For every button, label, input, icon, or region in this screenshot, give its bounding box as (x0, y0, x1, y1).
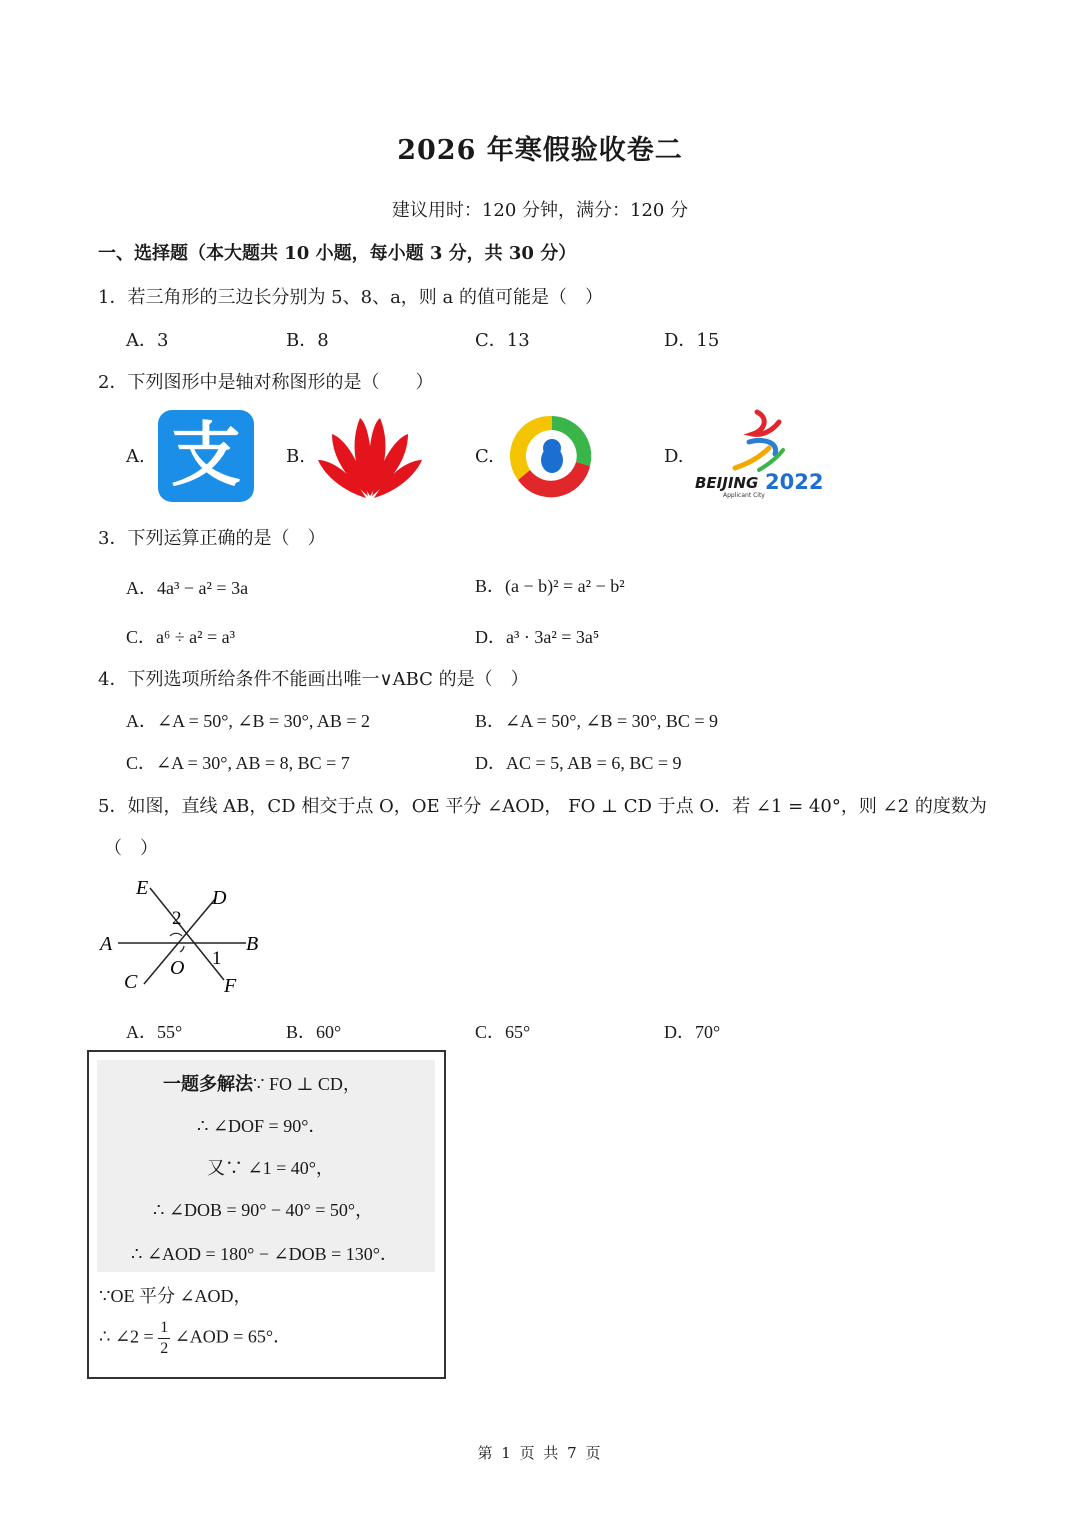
q1-option-b: B．8 (286, 330, 329, 351)
q4-option-c: C．∠A = 30°, AB = 8, BC = 7 (126, 753, 350, 773)
question-3-stem: 3．下列运算正确的是（ ） (98, 528, 326, 549)
q4-option-b: B．∠A = 50°, ∠B = 30°, BC = 9 (475, 711, 719, 731)
fraction-numerator: 1 (158, 1320, 170, 1339)
beijing-text: BEIJING (695, 474, 759, 492)
tencent-news-logo (504, 410, 600, 502)
label-f: F (224, 975, 237, 997)
page-footer: 第 1 页 共 7 页 (477, 1444, 603, 1462)
label-c: C (124, 971, 138, 993)
year-text: 2022 (765, 470, 824, 494)
question-4-stem: 4．下列选项所给条件不能画出唯一∨ABC 的是（ ） (98, 669, 529, 690)
solution-line-1-rest: ∵ FO ⊥ CD， (253, 1074, 361, 1094)
page-title: 2026 年寒假验收卷二 (397, 135, 683, 166)
q2-label-c: C. (475, 446, 494, 467)
huawei-logo (314, 412, 426, 498)
q2-label-a: A. (126, 446, 145, 467)
q5-option-b: B．60° (286, 1022, 342, 1042)
solution-line-2: ∴ ∠DOF = 90°． (197, 1116, 327, 1136)
exam-subtitle: 建议用时：120 分钟，满分：120 分 (391, 200, 689, 221)
alipay-logo (158, 410, 254, 502)
label-o: O (170, 957, 185, 979)
solution-box (87, 1050, 446, 1379)
question-1-stem: 1．若三角形的三边长分别为 5、8、a，则 a 的值可能是（ ） (98, 287, 603, 308)
q3-option-d: D．a³ · 3a² = 3a⁵ (475, 627, 600, 647)
q5-option-a: A．55° (126, 1022, 183, 1042)
label-angle-1: 1 (212, 948, 222, 969)
label-e: E (136, 877, 149, 899)
fraction-half (158, 1320, 170, 1357)
question-5-stem: 5．如图，直线 AB，CD 相交于点 O，OE 平分 ∠AOD， FO ⊥ CD 于点 O．若 ∠1 = 40°，则 ∠2 的度数为 (98, 796, 987, 817)
question-2-stem: 2．下列图形中是轴对称图形的是（ ） (98, 372, 434, 393)
ribbon-icon (729, 408, 799, 474)
solution-line-4: ∴ ∠DOB = 90° − 40° = 50°， (153, 1200, 374, 1220)
solution-line-6: ∵OE 平分 ∠AOD， (99, 1286, 252, 1306)
question-5-paren: （ ） (104, 838, 158, 859)
solution-line-5: ∴ ∠AOD = 180° − ∠DOB = 130°． (131, 1244, 398, 1264)
logo-glyph: 支 (171, 414, 241, 496)
q4-option-a: A．∠A = 50°, ∠B = 30°, AB = 2 (126, 711, 371, 731)
q1-option-d: D．15 (664, 330, 720, 351)
solution-line-7-post: ∠AOD = 65°． (174, 1326, 292, 1347)
q5-option-d: D．70° (664, 1022, 721, 1042)
caption-text: Applicant City (723, 492, 765, 499)
q2-label-b: B. (286, 446, 305, 467)
solution-line-7 (99, 1320, 291, 1357)
label-a: A (100, 933, 113, 955)
q4-option-d: D．AC = 5, AB = 6, BC = 9 (475, 753, 682, 773)
label-b: B (246, 933, 259, 955)
q3-option-a: A．4a³ − a² = 3a (126, 578, 249, 598)
label-angle-2: 2 (172, 908, 182, 929)
q1-option-c: C．13 (475, 330, 530, 351)
fraction-denominator: 2 (160, 1340, 169, 1357)
q5-option-c: C．65° (475, 1022, 531, 1042)
solution-line-1 (163, 1070, 361, 1096)
q3-option-b: B．(a − b)² = a² − b² (475, 576, 625, 596)
label-d: D (212, 887, 227, 909)
q2-label-d: D. (664, 446, 684, 467)
section-heading: 一、选择题（本大题共 10 小题，每小题 3 分，共 30 分） (98, 243, 577, 264)
solution-method-label: 一题多解法 (163, 1074, 253, 1095)
q3-option-c: C．a⁶ ÷ a² = a³ (126, 627, 236, 647)
geometry-figure (96, 874, 276, 998)
beijing-2022-logo (693, 408, 828, 504)
q1-option-a: A．3 (126, 330, 169, 351)
solution-line-7-pre: ∴ ∠2 = (99, 1326, 154, 1347)
solution-line-3: 又∵ ∠1 = 40°， (207, 1158, 334, 1178)
